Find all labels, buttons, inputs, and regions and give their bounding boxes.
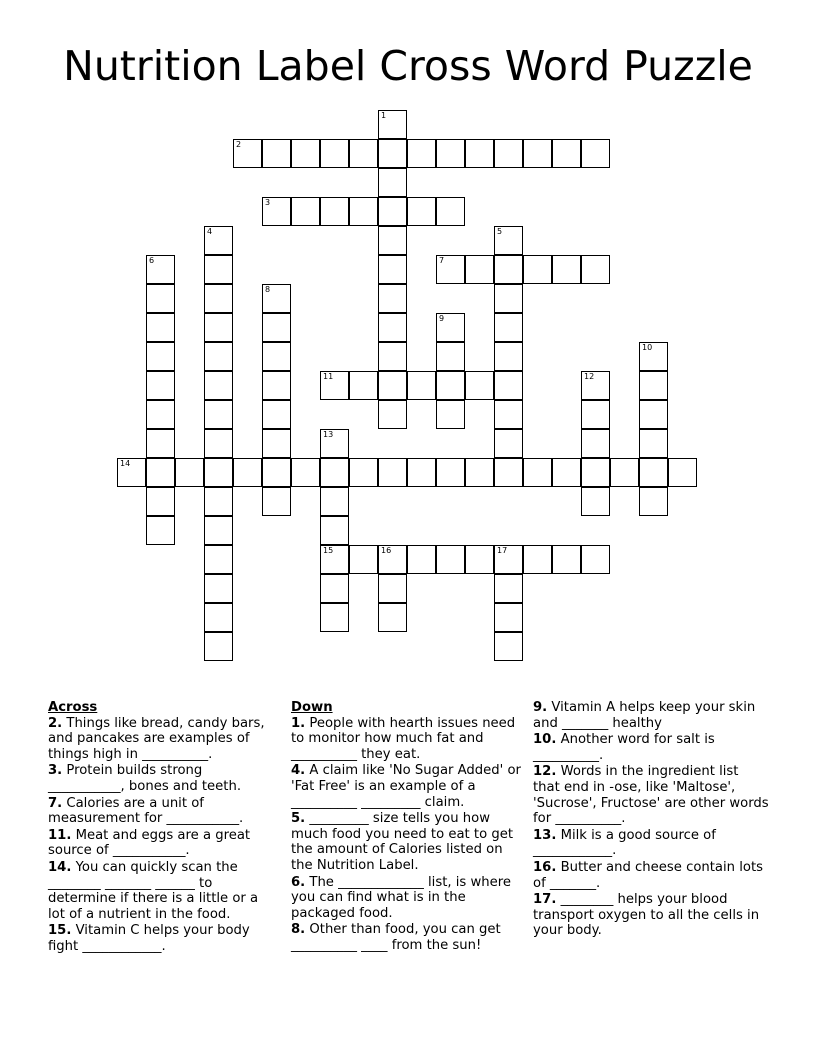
across-clue bbox=[48, 923, 276, 954]
grid-cell[interactable] bbox=[349, 545, 378, 574]
grid-cell[interactable] bbox=[320, 371, 349, 400]
grid-cell[interactable] bbox=[146, 284, 175, 313]
grid-cell[interactable] bbox=[349, 458, 378, 487]
grid-cell[interactable] bbox=[378, 371, 407, 400]
grid-cell[interactable] bbox=[494, 400, 523, 429]
grid-cell[interactable] bbox=[320, 139, 349, 168]
grid-cell[interactable] bbox=[639, 458, 668, 487]
grid-cell[interactable] bbox=[117, 458, 146, 487]
grid-cell[interactable] bbox=[581, 545, 610, 574]
grid-cell[interactable] bbox=[262, 487, 291, 516]
grid-cell[interactable] bbox=[204, 632, 233, 661]
clue-number: 9. bbox=[533, 700, 548, 715]
grid-cell[interactable] bbox=[494, 371, 523, 400]
grid-cell[interactable] bbox=[378, 284, 407, 313]
grid-cell[interactable] bbox=[494, 603, 523, 632]
grid-cell[interactable] bbox=[378, 139, 407, 168]
grid-cell[interactable] bbox=[407, 371, 436, 400]
grid-cell[interactable] bbox=[639, 342, 668, 371]
cell-number: 6 bbox=[149, 256, 155, 265]
grid-cell[interactable] bbox=[378, 545, 407, 574]
grid-cell[interactable] bbox=[494, 255, 523, 284]
grid-cell[interactable] bbox=[146, 342, 175, 371]
across-heading: Across bbox=[48, 700, 98, 715]
grid-cell[interactable] bbox=[552, 458, 581, 487]
grid-cell[interactable] bbox=[204, 226, 233, 255]
clue-text: ________ helps your blood transport oxygen to all the cells in your body. bbox=[533, 892, 760, 939]
grid-cell[interactable] bbox=[262, 458, 291, 487]
grid-cell[interactable] bbox=[436, 197, 465, 226]
cell-number: 11 bbox=[323, 372, 334, 381]
grid-cell[interactable] bbox=[262, 342, 291, 371]
grid-cell[interactable] bbox=[407, 197, 436, 226]
down-clue bbox=[533, 892, 769, 939]
clue-number: 16. bbox=[533, 859, 557, 875]
grid-cell[interactable] bbox=[436, 139, 465, 168]
clue-text: Things like bread, candy bars, and pancakes are examples of things high in __________. bbox=[48, 715, 265, 762]
clue-text: Meat and eggs are a great source of ___________. bbox=[48, 827, 251, 859]
grid-cell[interactable] bbox=[291, 458, 320, 487]
grid-cell[interactable] bbox=[204, 458, 233, 487]
grid-cell[interactable] bbox=[436, 545, 465, 574]
grid-cell[interactable] bbox=[436, 371, 465, 400]
grid-cell[interactable] bbox=[639, 429, 668, 458]
grid-cell[interactable] bbox=[204, 255, 233, 284]
grid-cell[interactable] bbox=[523, 458, 552, 487]
grid-cell[interactable] bbox=[146, 429, 175, 458]
grid-cell[interactable] bbox=[204, 400, 233, 429]
grid-cell[interactable] bbox=[320, 487, 349, 516]
grid-cell[interactable] bbox=[204, 284, 233, 313]
grid-cell[interactable] bbox=[610, 458, 639, 487]
grid-cell[interactable] bbox=[320, 429, 349, 458]
grid-cell[interactable] bbox=[320, 603, 349, 632]
grid-cell[interactable] bbox=[320, 458, 349, 487]
clue-number: 15. bbox=[48, 923, 72, 939]
grid-cell[interactable] bbox=[465, 139, 494, 168]
grid-cell[interactable] bbox=[204, 429, 233, 458]
grid-cell[interactable] bbox=[146, 255, 175, 284]
clue-text: The _____________ list, is where you can find what is in the packaged food. bbox=[291, 874, 512, 921]
grid-cell[interactable] bbox=[204, 371, 233, 400]
grid-cell[interactable] bbox=[465, 255, 494, 284]
clue-text: People with hearth issues need to monitor how much fat and __________ they eat. bbox=[291, 715, 516, 762]
clue-number: 2. bbox=[48, 715, 63, 731]
down-clues-continued bbox=[533, 700, 769, 940]
grid-cell[interactable] bbox=[233, 458, 262, 487]
grid-cell[interactable] bbox=[436, 313, 465, 342]
grid-cell[interactable] bbox=[552, 545, 581, 574]
down-clue bbox=[533, 764, 769, 826]
grid-cell[interactable] bbox=[639, 487, 668, 516]
grid-cell[interactable] bbox=[262, 400, 291, 429]
grid-cell[interactable] bbox=[349, 371, 378, 400]
clue-number: 8. bbox=[291, 922, 306, 938]
grid-cell[interactable] bbox=[465, 458, 494, 487]
grid-cell[interactable] bbox=[175, 458, 204, 487]
cell-number: 14 bbox=[120, 459, 131, 468]
clue-number: 17. bbox=[533, 892, 557, 908]
grid-cell[interactable] bbox=[262, 197, 291, 226]
grid-cell[interactable] bbox=[378, 110, 407, 139]
down-clue bbox=[291, 922, 521, 953]
clue-number: 4. bbox=[291, 763, 306, 779]
clue-text: Milk is a good source of ____________. bbox=[533, 827, 716, 859]
grid-cell[interactable] bbox=[204, 516, 233, 545]
grid-cell[interactable] bbox=[407, 545, 436, 574]
grid-cell[interactable] bbox=[146, 313, 175, 342]
across-clue bbox=[48, 860, 276, 922]
grid-cell[interactable] bbox=[262, 284, 291, 313]
down-clue bbox=[533, 700, 769, 731]
grid-cell[interactable] bbox=[436, 255, 465, 284]
grid-cell[interactable] bbox=[378, 255, 407, 284]
clue-text: A claim like 'No Sugar Added' or 'Fat Free' is an example of a __________ _________ claim. bbox=[291, 763, 521, 810]
grid-cell[interactable] bbox=[407, 139, 436, 168]
grid-cell[interactable] bbox=[378, 574, 407, 603]
clue-text: Butter and cheese contain lots of _______. bbox=[533, 859, 763, 891]
grid-cell[interactable] bbox=[146, 458, 175, 487]
clue-number: 7. bbox=[48, 795, 63, 811]
grid-cell[interactable] bbox=[639, 371, 668, 400]
grid-cell[interactable] bbox=[581, 139, 610, 168]
grid-cell[interactable] bbox=[581, 371, 610, 400]
grid-cell[interactable] bbox=[494, 632, 523, 661]
grid-cell[interactable] bbox=[146, 516, 175, 545]
cell-number: 2 bbox=[236, 140, 242, 149]
grid-cell[interactable] bbox=[378, 342, 407, 371]
grid-cell[interactable] bbox=[523, 545, 552, 574]
grid-cell[interactable] bbox=[494, 342, 523, 371]
grid-cell[interactable] bbox=[436, 458, 465, 487]
grid-cell[interactable] bbox=[146, 400, 175, 429]
grid-cell[interactable] bbox=[465, 371, 494, 400]
grid-cell[interactable] bbox=[320, 516, 349, 545]
grid-cell[interactable] bbox=[349, 139, 378, 168]
clue-text: You can quickly scan the ________ _______ ______ to determine if there is a little or a lot of a nutrient in the food. bbox=[48, 859, 259, 922]
cell-number: 5 bbox=[497, 227, 503, 236]
grid-cell[interactable] bbox=[378, 226, 407, 255]
grid-cell[interactable] bbox=[407, 458, 436, 487]
cell-number: 15 bbox=[323, 546, 334, 555]
cell-number: 7 bbox=[439, 256, 445, 265]
grid-cell[interactable] bbox=[320, 545, 349, 574]
grid-cell[interactable] bbox=[378, 603, 407, 632]
down-clue bbox=[291, 763, 521, 810]
clue-number: 6. bbox=[291, 874, 306, 890]
clue-number: 1. bbox=[291, 715, 306, 731]
grid-cell[interactable] bbox=[494, 139, 523, 168]
cell-number: 1 bbox=[381, 111, 387, 120]
grid-cell[interactable] bbox=[378, 313, 407, 342]
grid-cell[interactable] bbox=[581, 487, 610, 516]
across-clues bbox=[48, 700, 276, 956]
grid-cell[interactable] bbox=[552, 139, 581, 168]
grid-cell[interactable] bbox=[581, 255, 610, 284]
grid-cell[interactable] bbox=[262, 139, 291, 168]
cell-number: 17 bbox=[497, 546, 508, 555]
grid-cell[interactable] bbox=[494, 284, 523, 313]
grid-cell[interactable] bbox=[523, 255, 552, 284]
grid-cell[interactable] bbox=[378, 400, 407, 429]
down-clue bbox=[291, 875, 521, 922]
clue-text: Words in the ingredient list that end in -ose, like 'Maltose', 'Sucrose', Fructose' are other words for __________. bbox=[533, 764, 769, 827]
clue-number: 10. bbox=[533, 732, 557, 748]
down-clues bbox=[291, 700, 521, 955]
grid-cell[interactable] bbox=[204, 487, 233, 516]
down-heading: Down bbox=[291, 700, 333, 715]
across-clue bbox=[48, 796, 276, 827]
grid-cell[interactable] bbox=[494, 429, 523, 458]
grid-cell[interactable] bbox=[378, 168, 407, 197]
grid-cell[interactable] bbox=[436, 400, 465, 429]
down-clue bbox=[533, 860, 769, 891]
clue-text: Vitamin A helps keep your skin and _______ healthy bbox=[533, 700, 756, 731]
grid-cell[interactable] bbox=[552, 255, 581, 284]
grid-cell[interactable] bbox=[465, 545, 494, 574]
grid-cell[interactable] bbox=[204, 545, 233, 574]
clue-number: 12. bbox=[533, 764, 557, 780]
cell-number: 12 bbox=[584, 372, 595, 381]
grid-cell[interactable] bbox=[494, 574, 523, 603]
grid-cell[interactable] bbox=[668, 458, 697, 487]
down-clue bbox=[291, 716, 521, 763]
cell-number: 13 bbox=[323, 430, 334, 439]
grid-cell[interactable] bbox=[581, 429, 610, 458]
cell-number: 4 bbox=[207, 227, 213, 236]
clue-number: 3. bbox=[48, 763, 63, 779]
grid-cell[interactable] bbox=[204, 574, 233, 603]
grid-cell[interactable] bbox=[204, 342, 233, 371]
grid-cell[interactable] bbox=[204, 313, 233, 342]
across-clue bbox=[48, 828, 276, 859]
clue-text: Protein builds strong ___________, bones and teeth. bbox=[48, 763, 242, 794]
grid-cell[interactable] bbox=[233, 139, 262, 168]
clue-text: Vitamin C helps your body fight ____________. bbox=[48, 923, 250, 954]
cell-number: 3 bbox=[265, 198, 271, 207]
grid-cell[interactable] bbox=[262, 313, 291, 342]
clue-text: Another word for salt is __________. bbox=[533, 732, 715, 763]
grid-cell[interactable] bbox=[146, 371, 175, 400]
grid-cell[interactable] bbox=[378, 458, 407, 487]
page-title: Nutrition Label Cross Word Puzzle bbox=[63, 42, 753, 90]
grid-cell[interactable] bbox=[204, 603, 233, 632]
down-clue bbox=[533, 732, 769, 763]
grid-cell[interactable] bbox=[291, 139, 320, 168]
grid-cell[interactable] bbox=[291, 197, 320, 226]
across-clue bbox=[48, 716, 276, 763]
across-clue bbox=[48, 763, 276, 794]
grid-cell[interactable] bbox=[378, 197, 407, 226]
clue-number: 11. bbox=[48, 827, 72, 843]
down-clue bbox=[533, 828, 769, 859]
clue-number: 13. bbox=[533, 827, 557, 843]
grid-cell[interactable] bbox=[494, 226, 523, 255]
grid-cell[interactable] bbox=[494, 458, 523, 487]
clue-text: Other than food, you can get __________ ____ from the sun! bbox=[291, 922, 501, 953]
clue-number: 5. bbox=[291, 811, 306, 827]
grid-cell[interactable] bbox=[639, 400, 668, 429]
grid-cell[interactable] bbox=[146, 487, 175, 516]
cell-number: 9 bbox=[439, 314, 445, 323]
grid-cell[interactable] bbox=[581, 458, 610, 487]
grid-cell[interactable] bbox=[581, 400, 610, 429]
clue-text: _________ size tells you how much food you need to eat to get the amount of Calories listed on the Nutrition Label. bbox=[291, 811, 513, 873]
grid-cell[interactable] bbox=[349, 197, 378, 226]
clue-number: 14. bbox=[48, 859, 72, 875]
down-clue bbox=[291, 811, 521, 873]
grid-cell[interactable] bbox=[320, 574, 349, 603]
grid-cell[interactable] bbox=[320, 197, 349, 226]
cell-number: 10 bbox=[642, 343, 653, 352]
cell-number: 16 bbox=[381, 546, 392, 555]
grid-cell[interactable] bbox=[523, 139, 552, 168]
grid-cell[interactable] bbox=[262, 429, 291, 458]
grid-cell[interactable] bbox=[436, 342, 465, 371]
grid-cell[interactable] bbox=[494, 313, 523, 342]
clue-text: Calories are a unit of measurement for ___________. bbox=[48, 795, 244, 827]
cell-number: 8 bbox=[265, 285, 271, 294]
grid-cell[interactable] bbox=[494, 545, 523, 574]
grid-cell[interactable] bbox=[262, 371, 291, 400]
